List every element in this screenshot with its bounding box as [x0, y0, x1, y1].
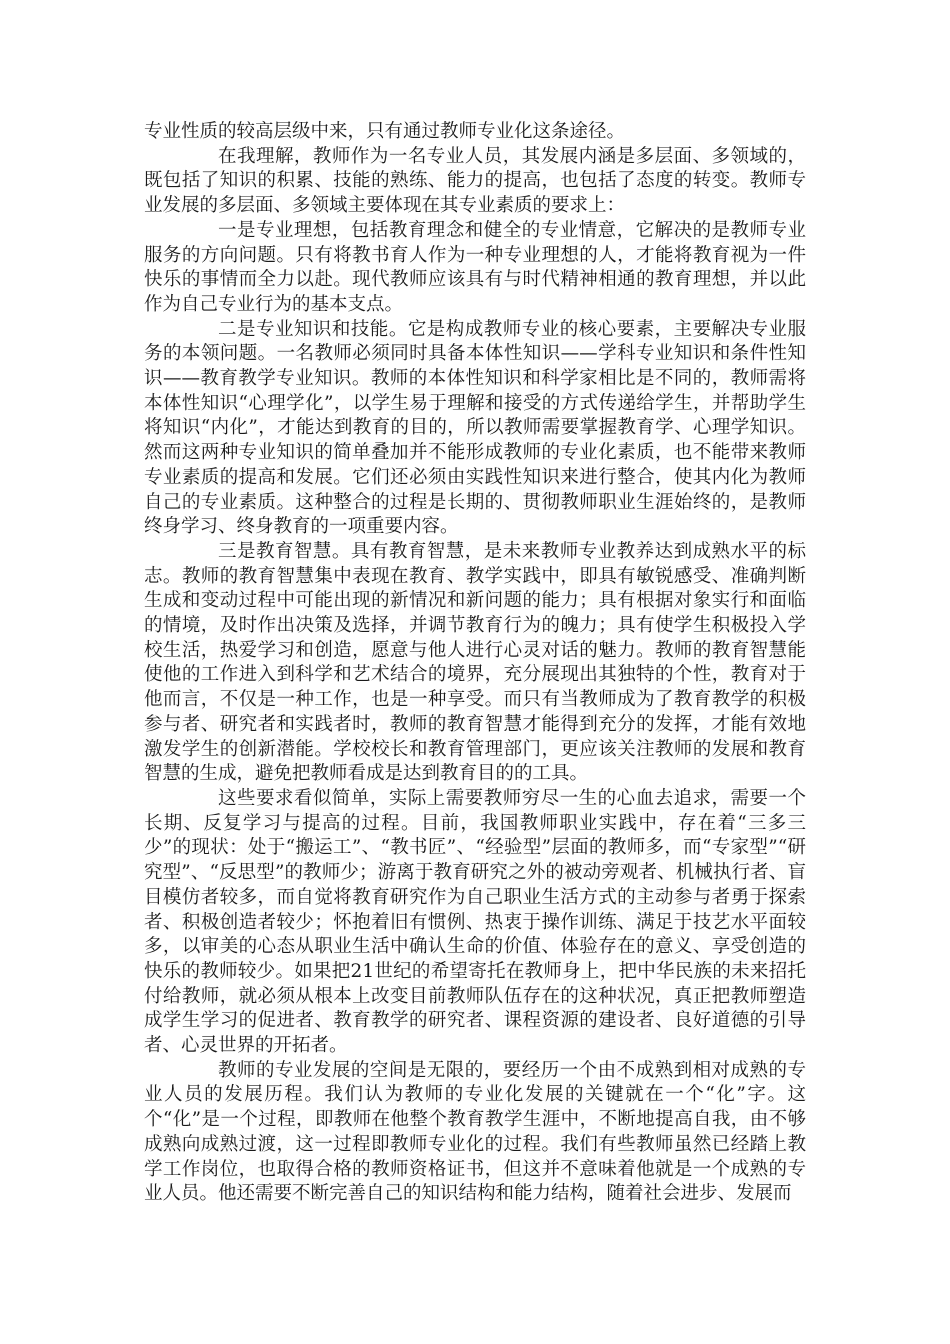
paragraph-knowledge: 二是专业知识和技能。它是构成教师专业的核心要素，主要解决专业服务的本领问题。一名教师必须同时具备本体性知识——学科专业知识和条件性知识——教育教学专业知识。教师的本体性知识和科学家相比是不同的，教师需将本体性知识“心理学化”，以学生易于理解和接受的方式传递给学生，并帮助学生将知识“内化”，才能达到教育的目的，所以教师需要掌握教育学、心理学知识。然而这两种专业知识的简单叠加并不能形成教师的专业化素质，也不能带来教师专业素质的提高和发展。它们还必须由实践性知识来进行整合，使其内化为教师自己的专业素质。这种整合的过程是长期的、贯彻教师职业生涯始终的，是教师终身学习、终身教育的一项重要内容。	[144, 318, 806, 538]
document-body	[144, 120, 806, 1207]
paragraph-ideal: 一是专业理想，包括教育理念和健全的专业情意，它解决的是教师专业服务的方向问题。只有将教书育人作为一种专业理想的人，才能将教育视为一件快乐的事情而全力以赴。现代教师应该具有与时代精神相通的教育理想，并以此作为自己专业行为的基本支点。	[144, 219, 806, 315]
paragraph-development: 教师的专业发展的空间是无限的，要经历一个由不成熟到相对成熟的专业人员的发展历程。我们认为教师的专业化发展的关键就在一个“化”字。这个“化”是一个过程，即教师在他整个教育教学生涯中，不断地提高自我，由不够成熟向成熟过渡，这一过程即教师专业化的过程。我们有些教师虽然已经踏上教学工作岗位，也取得合格的教师资格证书，但这并不意味着他就是一个成熟的专业人员。他还需要不断完善自己的知识结构和能力结构，随着社会进步、发展而	[144, 1059, 806, 1205]
paragraph-requirements: 这些要求看似简单，实际上需要教师穷尽一生的心血去追求，需要一个长期、反复学习与提高的过程。目前，我国教师职业实践中，存在着“三多三少”的现状：处于“搬运工”、“教书匠”、“经验型”层面的教师多，而“专家型”“研究型”、“反思型”的教师少；游离于教育研究之外的被动旁观者、机械执行者、盲目模仿者较多，而自觉将教育研究作为自己职业生活方式的主动参与者勇于探索者、积极创造者较少；怀抱着旧有惯例、热衷于操作训练、满足于技艺水平面较多，以审美的心态从职业生活中确认生命的价值、体验存在的意义、享受创造的快乐的教师较少。如果把21世纪的希望寄托在教师身上，把中华民族的未来招托付给教师，就必须从根本上改变目前教师队伍存在的这种状况，真正把教师塑造成学生学习的促进者、教育教学的研究者、课程资源的建设者、良好道德的引导者、心灵世界的开拓者。	[144, 787, 806, 1057]
paragraph-continuation: 专业性质的较高层级中来，只有通过教师专业化这条途径。	[144, 121, 626, 142]
paragraph-intro: 在我理解，教师作为一名专业人员，其发展内涵是多层面、多领域的，既包括了知识的积累、技能的熟练、能力的提高，也包括了态度的转变。教师专业发展的多层面、多领域主要体现在其专业素质的要求上：	[144, 145, 806, 217]
paragraph-wisdom: 三是教育智慧。具有教育智慧，是未来教师专业教养达到成熟水平的标志。教师的教育智慧集中表现在教育、教学实践中，即具有敏锐感受、准确判断生成和变动过程中可能出现的新情况和新问题的能力；具有根据对象实行和面临的情境，及时作出决策及选择，并调节教育行为的魄力；具有使学生积极投入学校生活，热爱学习和创造，愿意与他人进行心灵对话的魅力。教师的教育智慧能使他的工作进入到科学和艺术结合的境界，充分展现出其独特的个性，教育对于他而言，不仅是一种工作，也是一种享受。而只有当教师成为了教育教学的积极参与者、研究者和实践者时，教师的教育智慧才能得到充分的发挥，才能有效地激发学生的创新潜能。学校校长和教育管理部门，更应该关注教师的发展和教育智慧的生成，避免把教师看成是达到教育目的的工具。	[144, 540, 806, 785]
